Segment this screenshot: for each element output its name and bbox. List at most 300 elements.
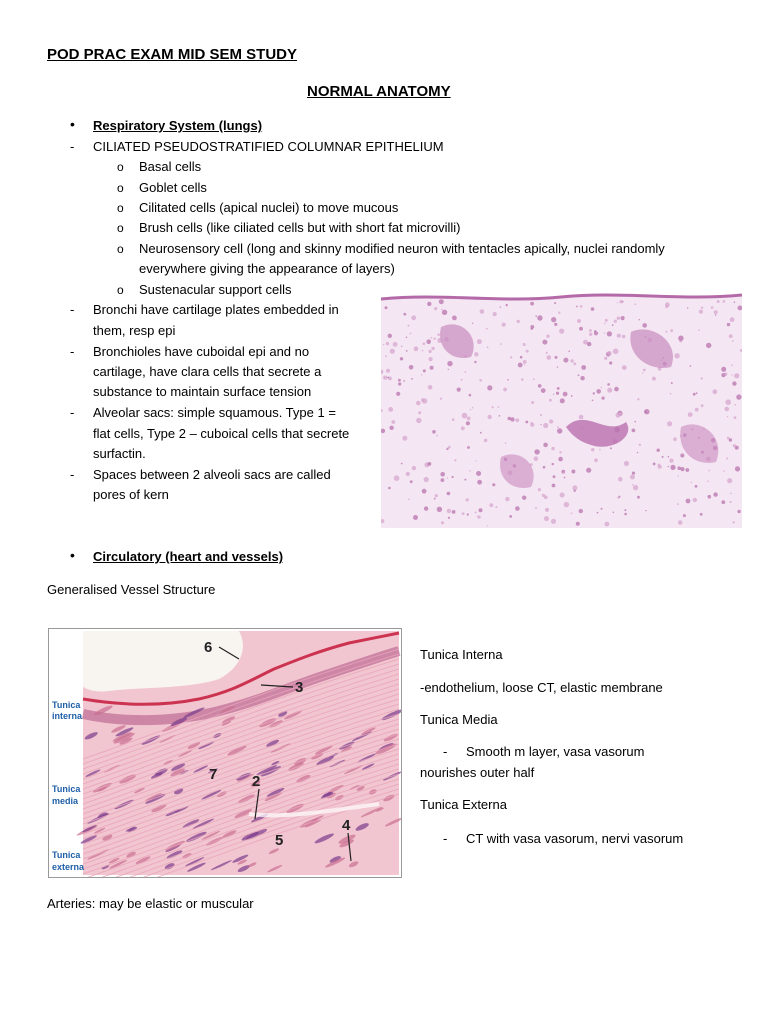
tissue-texture [492, 406, 494, 408]
section-title: NORMAL ANATOMY [307, 83, 451, 100]
tissue-texture [593, 392, 595, 394]
tissue-texture [430, 337, 432, 339]
tissue-texture [732, 340, 734, 342]
figure-number-label: 3 [295, 679, 304, 696]
tissue-texture [621, 316, 625, 320]
tissue-texture [406, 337, 408, 339]
tissue-texture [432, 430, 436, 434]
dash-icon: - [70, 302, 75, 317]
tissue-texture [486, 328, 488, 330]
tissue-texture [580, 305, 583, 308]
cell-item: Goblet cells [139, 180, 207, 195]
tissue-texture [447, 361, 452, 366]
tissue-texture [725, 399, 731, 405]
tissue-texture [731, 374, 732, 375]
tunica-externa-label-line1: Tunica [52, 850, 81, 860]
tissue-texture [614, 320, 617, 323]
tissue-texture [635, 421, 637, 423]
tissue-texture [634, 303, 636, 305]
dash-icon: - [70, 467, 75, 482]
tissue-texture [678, 475, 679, 476]
tissue-texture [411, 315, 416, 320]
tissue-texture [559, 451, 561, 453]
tissue-texture [729, 334, 733, 338]
tissue-texture [403, 380, 405, 382]
tissue-texture [557, 428, 562, 433]
tunica-externa-label-line2: externa [52, 862, 85, 872]
tissue-texture [558, 457, 563, 462]
respiratory-heading: Respiratory System (lungs) [93, 118, 263, 133]
tissue-texture [630, 475, 635, 480]
tissue-texture [429, 357, 433, 361]
dash-icon: - [443, 744, 448, 759]
tissue-texture [461, 426, 465, 430]
tissue-texture [545, 508, 549, 512]
tissue-texture [670, 393, 672, 395]
tunica-interna-label-line2: interna [52, 711, 83, 721]
tunica-interna-title: Tunica Interna [420, 647, 503, 662]
tissue-texture [430, 366, 434, 370]
tissue-texture [695, 485, 698, 488]
tissue-texture [673, 437, 677, 441]
tissue-texture [624, 509, 626, 511]
tissue-texture [520, 356, 523, 359]
figure-number-label: 2 [252, 773, 261, 790]
circle-bullet-icon: o [117, 283, 124, 297]
tissue-texture [678, 336, 683, 341]
tissue-texture [408, 498, 410, 500]
tissue-texture [447, 509, 451, 513]
tissue-texture [506, 304, 508, 306]
tissue-texture [531, 401, 534, 404]
tissue-texture [579, 509, 583, 513]
tissue-texture [605, 319, 608, 322]
tissue-texture [500, 307, 501, 308]
tissue-texture [390, 349, 395, 354]
tissue-texture [578, 374, 580, 376]
tissue-texture [472, 407, 474, 409]
tissue-texture [515, 506, 520, 511]
tissue-texture [589, 333, 592, 336]
tissue-texture [696, 392, 698, 394]
tissue-texture [386, 342, 389, 345]
tissue-texture [713, 492, 717, 496]
tissue-texture [531, 328, 533, 330]
tissue-texture [418, 411, 421, 414]
tissue-texture [552, 484, 556, 488]
tissue-texture [637, 398, 639, 400]
tissue-texture [693, 393, 696, 396]
tissue-texture [427, 302, 431, 306]
tissue-texture [674, 353, 679, 358]
circle-bullet-icon: o [117, 181, 124, 195]
tissue-texture [707, 480, 709, 482]
document-title: POD PRAC EXAM MID SEM STUDY [47, 46, 298, 63]
tissue-texture [413, 515, 418, 520]
tissue-texture [410, 480, 413, 483]
tissue-texture [551, 519, 556, 524]
tissue-texture [730, 317, 735, 322]
tissue-texture [574, 490, 576, 492]
tissue-texture [568, 351, 570, 353]
dash-icon: - [70, 344, 75, 359]
figure-number-label: 6 [204, 639, 213, 656]
tissue-texture [737, 510, 740, 513]
figure-number-label: 5 [275, 832, 284, 849]
tissue-texture [579, 327, 583, 331]
tissue-texture [400, 357, 403, 360]
tissue-texture [383, 376, 387, 380]
tissue-texture [434, 307, 437, 310]
tissue-texture [665, 331, 667, 333]
tissue-texture [604, 357, 607, 360]
tissue-texture [686, 499, 691, 504]
tissue-texture [596, 389, 601, 394]
tissue-texture [624, 513, 627, 516]
tissue-texture [723, 300, 726, 303]
tissue-texture [617, 317, 620, 320]
tissue-texture [392, 420, 396, 424]
tissue-texture [605, 522, 610, 527]
tissue-texture [734, 416, 737, 419]
tissue-texture [690, 365, 692, 367]
tissue-texture [701, 377, 703, 379]
tissue-texture [586, 468, 591, 473]
tissue-texture [576, 306, 578, 308]
tunica-externa-title: Tunica Externa [420, 797, 507, 812]
tissue-texture [699, 310, 703, 314]
arteries-note: Arteries: may be elastic or muscular [47, 896, 254, 911]
tissue-texture [557, 387, 560, 390]
tissue-texture [644, 409, 649, 414]
tissue-texture [540, 414, 542, 416]
point-line: cartilage, have clara cells that secrete a [93, 364, 322, 379]
vessel-histology-figure [48, 628, 402, 878]
tissue-texture [571, 512, 573, 514]
tissue-texture [557, 426, 559, 428]
tissue-texture [469, 394, 472, 397]
tissue-texture [657, 449, 660, 452]
tissue-texture [500, 343, 502, 345]
tissue-texture [477, 339, 482, 344]
tissue-texture [698, 329, 700, 331]
tissue-texture [597, 512, 599, 514]
tissue-texture [564, 477, 566, 479]
tissue-texture [466, 498, 469, 501]
tissue-texture [667, 421, 672, 426]
tissue-texture [543, 443, 548, 448]
tissue-texture [571, 395, 573, 397]
tissue-texture [543, 466, 546, 469]
tissue-texture [416, 401, 421, 406]
tissue-texture [637, 496, 640, 499]
tissue-texture [523, 360, 527, 364]
tissue-texture [488, 415, 492, 419]
epithelium-label: CILIATED PSEUDOSTRATIFIED COLUMNAR EPITHELIUM [93, 139, 444, 154]
tunica-media-description-continued: nourishes outer half [420, 765, 535, 780]
tissue-texture [503, 388, 507, 392]
tissue-texture [560, 493, 565, 498]
tissue-texture [487, 347, 488, 348]
cell-item: Cilitated cells (apical nuclei) to move mucous [139, 200, 399, 215]
tissue-texture [732, 381, 736, 385]
tissue-texture [695, 408, 699, 412]
tissue-texture [426, 339, 431, 344]
tissue-texture [553, 475, 556, 478]
cell-item: Basal cells [139, 159, 202, 174]
tissue-texture [622, 365, 627, 370]
tissue-texture [533, 378, 535, 380]
tissue-texture [711, 306, 714, 309]
tissue-texture [731, 364, 733, 366]
tissue-texture [633, 485, 638, 490]
tissue-texture [385, 306, 388, 309]
tissue-texture [452, 316, 457, 321]
tissue-texture [618, 412, 622, 416]
cell-item-continued: everywhere giving the appearance of layers) [139, 261, 395, 276]
tissue-texture [552, 463, 554, 465]
tissue-texture [493, 312, 497, 316]
point-line: Alveolar sacs: simple squamous. Type 1 = [93, 405, 336, 420]
tissue-texture [607, 388, 612, 393]
tunica-interna-description: -endothelium, loose CT, elastic membrane [420, 680, 663, 695]
tissue-texture [394, 475, 400, 481]
tissue-texture [619, 300, 622, 303]
tissue-texture [609, 361, 612, 364]
tissue-texture [563, 392, 568, 397]
tissue-texture [510, 417, 514, 421]
tissue-texture [563, 358, 568, 363]
tissue-texture [546, 335, 549, 338]
tissue-texture [507, 379, 509, 381]
tissue-texture [422, 350, 424, 352]
tissue-texture [612, 324, 614, 326]
tissue-texture [685, 468, 689, 472]
tissue-texture [523, 343, 526, 346]
tissue-texture [577, 319, 581, 323]
tissue-texture [440, 472, 445, 477]
tissue-texture [729, 501, 731, 503]
tissue-texture [517, 320, 520, 323]
tissue-texture [670, 465, 675, 470]
tissue-texture [556, 392, 559, 395]
tissue-texture [721, 500, 725, 504]
tissue-texture [480, 309, 485, 314]
tissue-texture [721, 367, 726, 372]
tissue-texture [688, 412, 693, 417]
tissue-texture [386, 369, 390, 373]
tissue-texture [706, 343, 711, 348]
tissue-texture [437, 333, 440, 336]
tissue-texture [653, 463, 656, 466]
tissue-texture [604, 323, 606, 325]
tissue-texture [462, 413, 468, 419]
tissue-texture [658, 464, 660, 466]
tissue-texture [678, 520, 683, 525]
tissue-texture [530, 422, 532, 424]
tissue-texture [442, 310, 447, 315]
tissue-texture [410, 333, 412, 335]
tissue-texture [406, 472, 410, 476]
tissue-texture [581, 365, 586, 370]
tissue-texture [393, 342, 398, 347]
tissue-texture [475, 460, 476, 461]
tissue-texture [733, 521, 735, 523]
tissue-texture [617, 302, 618, 303]
tissue-texture [479, 508, 483, 512]
tissue-texture [414, 346, 419, 351]
tissue-texture [518, 363, 523, 368]
tissue-texture [576, 522, 580, 526]
tissue-texture [668, 466, 669, 467]
point-line: Spaces between 2 alveoli sacs are called [93, 467, 331, 482]
tissue-texture [526, 350, 529, 353]
tissue-texture [735, 404, 736, 405]
tissue-texture [464, 371, 466, 373]
tissue-texture [383, 344, 384, 345]
tissue-texture [613, 512, 615, 514]
tissue-texture [540, 424, 541, 425]
tissue-texture [680, 454, 684, 458]
tissue-texture [441, 521, 444, 524]
tissue-texture [492, 483, 495, 486]
tissue-texture [563, 471, 565, 473]
tissue-texture [406, 350, 408, 352]
tissue-texture [610, 447, 612, 449]
tissue-texture [434, 498, 436, 500]
tissue-texture [662, 456, 664, 458]
tissue-texture [470, 409, 471, 410]
tissue-texture [618, 477, 623, 482]
point-line: them, resp epi [93, 323, 176, 338]
tissue-texture [475, 511, 477, 513]
tissue-texture [691, 482, 693, 484]
cell-item: Brush cells (like ciliated cells but with short fat microvilli) [139, 220, 461, 235]
tissue-texture [454, 459, 456, 461]
tissue-texture [476, 471, 481, 476]
tissue-texture [632, 484, 634, 486]
cell-item: Neurosensory cell (long and skinny modified neuron with tentacles apically, nuclei randomly [139, 241, 665, 256]
tissue-texture [521, 378, 524, 381]
lung-histology-image [381, 287, 742, 528]
tissue-texture [534, 456, 539, 461]
tissue-texture [601, 387, 603, 389]
tissue-texture [687, 307, 688, 308]
tissue-texture [452, 476, 454, 478]
circulatory-heading: Circulatory (heart and vessels) [93, 549, 284, 564]
tissue-texture [435, 494, 438, 497]
tissue-texture [652, 377, 656, 381]
tissue-texture [428, 385, 433, 390]
tissue-texture [467, 417, 471, 421]
tissue-texture [421, 398, 424, 401]
tissue-texture [725, 407, 730, 412]
dash-icon: - [70, 405, 75, 420]
tissue-texture [551, 447, 554, 450]
tissue-texture [701, 307, 703, 309]
tissue-texture [452, 418, 455, 421]
tissue-texture [396, 392, 400, 396]
tissue-texture [423, 342, 426, 345]
tissue-texture [607, 351, 612, 356]
tissue-texture [535, 315, 537, 317]
dash-icon: - [443, 831, 448, 846]
tissue-texture [573, 362, 576, 365]
tissue-texture [589, 329, 592, 332]
tissue-texture [721, 373, 725, 377]
tissue-texture [402, 436, 407, 441]
tissue-texture [733, 444, 736, 447]
point-line: pores of kern [93, 487, 169, 502]
tissue-texture [637, 452, 638, 453]
tissue-texture [632, 472, 635, 475]
tissue-texture [403, 313, 406, 316]
tissue-texture [736, 394, 741, 399]
tissue-texture [447, 477, 448, 478]
tissue-texture [416, 418, 421, 423]
tissue-texture [439, 299, 444, 304]
tissue-texture [509, 515, 512, 518]
tissue-texture [398, 379, 401, 382]
tissue-texture [602, 397, 605, 400]
tissue-texture [477, 480, 482, 485]
tissue-texture [495, 506, 497, 508]
tissue-texture [474, 361, 476, 363]
tissue-texture [525, 421, 528, 424]
tissue-texture [680, 467, 684, 471]
tissue-texture [542, 340, 547, 345]
tissue-texture [564, 502, 569, 507]
tissue-texture [409, 365, 414, 370]
tissue-texture [591, 448, 594, 451]
tissue-texture [499, 415, 501, 417]
tissue-texture [408, 325, 410, 327]
tissue-texture [480, 432, 482, 434]
tissue-texture [735, 466, 740, 471]
tissue-texture [388, 487, 391, 490]
tissue-texture [671, 382, 673, 384]
tissue-texture [617, 497, 619, 499]
circle-bullet-icon: o [117, 201, 124, 215]
tissue-texture [607, 383, 610, 386]
tissue-texture [579, 415, 584, 420]
tissue-texture [727, 323, 730, 326]
tissue-texture [461, 379, 463, 381]
tissue-texture [614, 387, 619, 392]
tissue-texture [708, 470, 710, 472]
figure-number-label: 7 [209, 766, 218, 783]
tissue-texture [726, 458, 728, 460]
tunica-media-label-line1: Tunica [52, 784, 81, 794]
tissue-texture [428, 462, 432, 466]
tissue-texture [487, 385, 492, 390]
tissue-texture [466, 421, 470, 425]
tunica-interna-label-line1: Tunica [52, 700, 81, 710]
tissue-texture [498, 406, 500, 408]
tissue-texture [412, 466, 416, 470]
tissue-texture [594, 330, 596, 332]
tissue-texture [398, 382, 401, 385]
tunica-media-title: Tunica Media [420, 712, 498, 727]
tissue-texture [469, 470, 471, 472]
tissue-texture [541, 388, 546, 393]
tissue-texture [433, 338, 435, 340]
tissue-texture [464, 479, 466, 481]
tunica-externa-description: CT with vasa vasorum, nervi vasorum [466, 831, 684, 846]
circle-bullet-icon: o [117, 242, 124, 256]
tissue-texture [484, 439, 488, 443]
tissue-texture [524, 364, 525, 365]
